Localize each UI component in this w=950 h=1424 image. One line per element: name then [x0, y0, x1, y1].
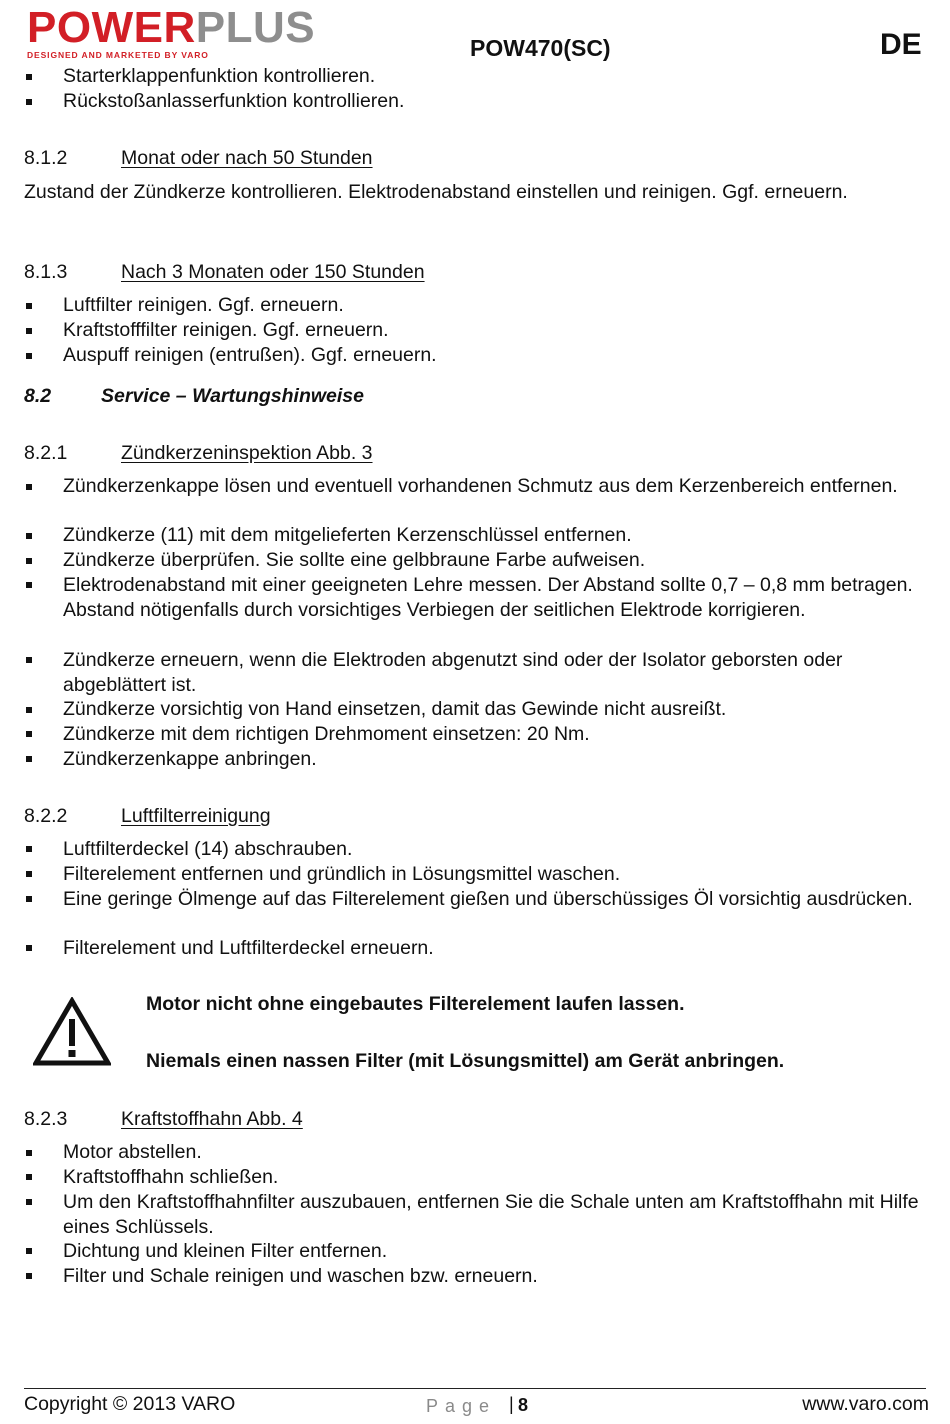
list-item: Zündkerze vorsichtig von Hand einsetzen, damit das Gewinde nicht ausreißt. — [63, 698, 727, 720]
footer-page-label: Page — [426, 1396, 497, 1416]
bullet-marker — [26, 1248, 32, 1254]
bullet-marker — [26, 99, 32, 105]
bullet-marker — [26, 707, 32, 713]
bullet-marker — [26, 328, 32, 334]
section-paragraph: Zustand der Zündkerze kontrollieren. Elektrodenabstand einstellen und reinigen. Ggf. erneuern. — [24, 181, 848, 203]
list-item: Zündkerze (11) mit dem mitgelieferten Kerzenschlüssel entfernen. — [63, 524, 632, 546]
list-item: Zündkerzenkappe lösen und eventuell vorhandenen Schmutz aus dem Kerzenbereich entfernen. — [63, 475, 898, 497]
bullet-marker — [26, 657, 32, 663]
bullet-marker — [26, 731, 32, 737]
powerplus-logo — [27, 3, 399, 60]
list-item: Zündkerze mit dem richtigen Drehmoment einsetzen: 20 Nm. — [63, 723, 590, 745]
section-number: 8.1.2 — [24, 147, 68, 169]
logo-wordmark — [27, 3, 399, 52]
section-number: 8.2.1 — [24, 442, 68, 464]
bullet-marker — [26, 533, 32, 539]
list-item: Um den Kraftstoffhahnfilter auszubauen, entfernen Sie die Schale unten am Kraftstoffhahn mit Hilfe eines Schlüssels. — [63, 1191, 919, 1238]
section-title: Luftfilterreinigung — [121, 805, 271, 827]
logo-plus: PLUS — [195, 3, 316, 52]
warning-line-2: Niemals einen nassen Filter (mit Lösungsmittel) am Gerät anbringen. — [146, 1050, 785, 1072]
bullet-marker — [26, 896, 32, 902]
footer-divider — [24, 1388, 926, 1389]
section-title: Zündkerzeninspektion Abb. 3 — [121, 442, 373, 464]
list-item: Filterelement entfernen und gründlich in Lösungsmittel waschen. — [63, 863, 621, 885]
section-number: 8.2.3 — [24, 1108, 68, 1130]
chapter-number: 8.2 — [24, 385, 52, 407]
bullet-marker — [26, 1174, 32, 1180]
language-code: DE — [880, 28, 922, 61]
bullet-marker — [26, 871, 32, 877]
list-item: Elektrodenabstand mit einer geeigneten Lehre messen. Der Abstand sollte 0,7 – 0,8 mm betragen. Abstand nötigenfalls durch vorsichtiges Verbiegen der seitlichen Elektrode korrigieren. — [63, 574, 913, 621]
list-item: Kraftstoffhahn schließen. — [63, 1166, 279, 1188]
list-item: Zündkerze erneuern, wenn die Elektroden abgenutzt sind oder der Isolator geborsten oder abgeblättert ist. — [63, 649, 843, 696]
footer-url[interactable]: www.varo.com — [802, 1393, 929, 1415]
list-item: Eine geringe Ölmenge auf das Filterelement gießen und überschüssiges Öl vorsichtig ausdrücken. — [63, 888, 913, 910]
bullet-marker — [26, 74, 32, 80]
list-item: Auspuff reinigen (entrußen). Ggf. erneuern. — [63, 344, 437, 366]
section-title: Kraftstoffhahn Abb. 4 — [121, 1108, 303, 1130]
logo-power: POWER — [27, 3, 196, 52]
bullet-marker — [26, 1150, 32, 1156]
list-item: Rückstoßanlasserfunktion kontrollieren. — [63, 90, 405, 112]
warning-triangle-icon — [33, 997, 111, 1067]
list-item: Luftfilter reinigen. Ggf. erneuern. — [63, 294, 344, 316]
bullet-marker — [26, 484, 32, 490]
list-item: Filterelement und Luftfilterdeckel erneuern. — [63, 937, 434, 959]
bullet-marker — [26, 353, 32, 359]
logo-tagline: DESIGNED AND MARKETED BY VARO — [27, 50, 209, 60]
list-item: Starterklappenfunktion kontrollieren. — [63, 65, 376, 87]
list-item: Zündkerzenkappe anbringen. — [63, 748, 317, 770]
bullet-marker — [26, 582, 32, 588]
section-title: Nach 3 Monaten oder 150 Stunden — [121, 261, 425, 283]
section-title: Monat oder nach 50 Stunden — [121, 147, 373, 169]
list-item: Filter und Schale reinigen und waschen bzw. erneuern. — [63, 1265, 538, 1287]
footer-copyright: Copyright © 2013 VARO — [24, 1393, 236, 1415]
section-number: 8.1.3 — [24, 261, 68, 283]
bullet-marker — [26, 1199, 32, 1205]
list-item: Motor abstellen. — [63, 1141, 202, 1163]
footer-separator: | — [509, 1394, 514, 1414]
bullet-marker — [26, 756, 32, 762]
bullet-marker — [26, 303, 32, 309]
footer-page-number: 8 — [518, 1395, 529, 1415]
list-item: Luftfilterdeckel (14) abschrauben. — [63, 838, 353, 860]
bullet-marker — [26, 846, 32, 852]
model-number: POW470(SC) — [470, 35, 611, 61]
section-number: 8.2.2 — [24, 805, 68, 827]
bullet-marker — [26, 558, 32, 564]
list-item: Zündkerze überprüfen. Sie sollte eine gelbbraune Farbe aufweisen. — [63, 549, 646, 571]
chapter-title: Service – Wartungshinweise — [101, 385, 364, 407]
warning-line-1: Motor nicht ohne eingebautes Filterelement laufen lassen. — [146, 993, 685, 1015]
bullet-marker — [26, 945, 32, 951]
bullet-marker — [26, 1273, 32, 1279]
list-item: Dichtung und kleinen Filter entfernen. — [63, 1240, 388, 1262]
list-item: Kraftstofffilter reinigen. Ggf. erneuern. — [63, 319, 389, 341]
